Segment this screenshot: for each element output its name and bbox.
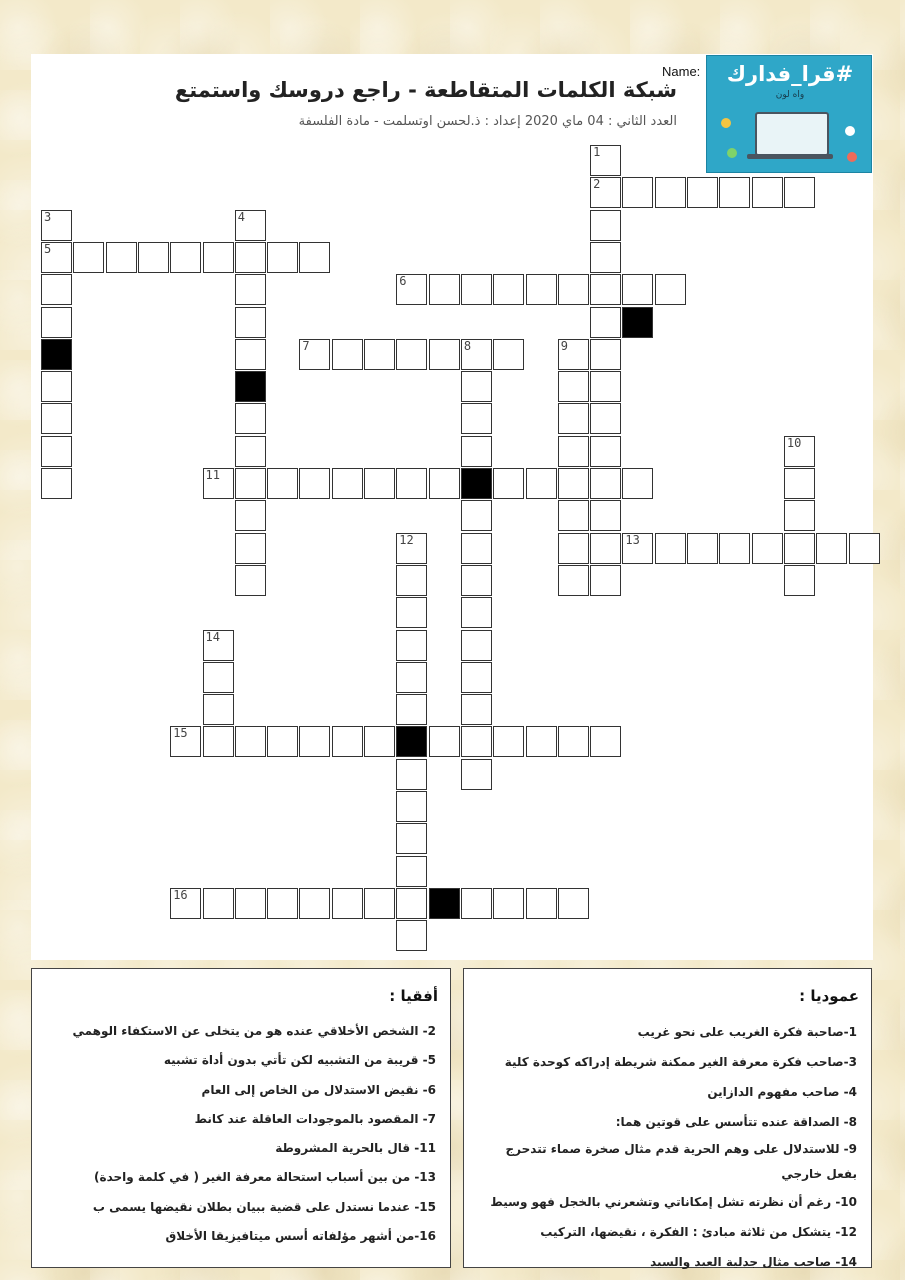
crossword-cell[interactable] [461, 694, 492, 725]
crossword-cell[interactable] [752, 177, 783, 208]
crossword-block-cell [622, 307, 653, 338]
crossword-block-cell [429, 888, 460, 919]
crossword-cell[interactable] [461, 339, 492, 370]
crossword-block-cell [41, 339, 72, 370]
name-label: Name: [662, 64, 701, 79]
crossword-cell[interactable] [655, 274, 686, 305]
crossword-cell[interactable] [558, 726, 589, 757]
crossword-cell[interactable] [526, 468, 557, 499]
crossword-cell[interactable] [558, 339, 589, 370]
crossword-cell[interactable] [461, 630, 492, 661]
crossword-cell[interactable] [396, 597, 427, 628]
crossword-cell[interactable] [41, 274, 72, 305]
clue-number: 3 [44, 209, 52, 224]
across-clue: 13- من بين أسباب استحالة معرفة الغير ( في كلمة واحدة) [94, 1170, 436, 1185]
crossword-cell[interactable] [493, 726, 524, 757]
crossword-cell[interactable] [299, 468, 330, 499]
across-clues-panel [31, 968, 451, 1268]
crossword-cell[interactable] [461, 888, 492, 919]
crossword-cell[interactable] [235, 403, 266, 434]
crossword-block-cell [461, 468, 492, 499]
crossword-cell[interactable] [461, 371, 492, 402]
crossword-cell[interactable] [73, 242, 104, 273]
crossword-cell[interactable] [267, 242, 298, 273]
crossword-cell[interactable] [396, 468, 427, 499]
crossword-cell[interactable] [655, 177, 686, 208]
crossword-cell[interactable] [784, 468, 815, 499]
clue-number: 8 [463, 338, 472, 353]
crossword-cell[interactable] [493, 468, 524, 499]
crossword-cell[interactable] [558, 500, 589, 531]
crossword-cell[interactable] [364, 726, 395, 757]
crossword-cell[interactable] [429, 274, 460, 305]
crossword-cell[interactable] [364, 468, 395, 499]
crossword-cell[interactable] [41, 307, 72, 338]
down-clue: 3-صاحب فكرة معرفة الغير ممكنة شريطة إدراكه كوحدة كلية [504, 1055, 857, 1069]
crossword-cell[interactable] [461, 759, 492, 790]
crossword-cell[interactable] [235, 307, 266, 338]
crossword-cell[interactable] [622, 533, 653, 564]
crossword-cell[interactable] [461, 403, 492, 434]
crossword-cell[interactable] [590, 274, 621, 305]
crossword-cell[interactable] [41, 210, 72, 241]
crossword-cell[interactable] [461, 662, 492, 693]
crossword-cell[interactable] [526, 274, 557, 305]
crossword-cell[interactable] [41, 468, 72, 499]
crossword-cell[interactable] [784, 436, 815, 467]
crossword-cell[interactable] [784, 177, 815, 208]
logo-hashtag: #قرا_فدارك [726, 62, 854, 86]
crossword-cell[interactable] [461, 533, 492, 564]
crossword-cell[interactable] [590, 500, 621, 531]
crossword-cell[interactable] [396, 630, 427, 661]
across-clue: 6- نقيض الاستدلال من الخاص إلى العام [201, 1082, 436, 1097]
crossword-cell[interactable] [396, 791, 427, 822]
crossword-block-cell [235, 371, 266, 402]
crossword-cell[interactable] [461, 726, 492, 757]
crossword-cell[interactable] [558, 565, 589, 596]
crossword-cell[interactable] [752, 533, 783, 564]
crossword-cell[interactable] [816, 533, 847, 564]
crossword-cell[interactable] [493, 888, 524, 919]
clue-number: 2 [593, 177, 601, 192]
crossword-cell[interactable] [396, 856, 427, 887]
crossword-cell[interactable] [235, 242, 266, 273]
down-clue: 10- رغم أن نظرته تشل إمكاناتي وتشعرني بالخجل فهو وسيط [490, 1195, 857, 1209]
crossword-cell[interactable] [590, 242, 621, 273]
crossword-cell[interactable] [332, 888, 363, 919]
down-clue: 4- صاحب مفهوم الدازاين [707, 1085, 857, 1099]
crossword-cell[interactable] [203, 888, 234, 919]
crossword-cell[interactable] [558, 533, 589, 564]
crossword-cell[interactable] [622, 177, 653, 208]
clue-number: 5 [44, 241, 52, 256]
crossword-cell[interactable] [461, 597, 492, 628]
crossword-cell[interactable] [590, 565, 621, 596]
crossword-cell[interactable] [267, 468, 298, 499]
crossword-cell[interactable] [558, 403, 589, 434]
crossword-cell[interactable] [558, 371, 589, 402]
crossword-cell[interactable] [558, 436, 589, 467]
crossword-cell[interactable] [106, 242, 137, 273]
crossword-cell[interactable] [235, 274, 266, 305]
crossword-cell[interactable] [396, 694, 427, 725]
across-clue: 11- قال بالحرية المشروطة [275, 1141, 436, 1156]
crossword-cell[interactable] [203, 662, 234, 693]
crossword-cell[interactable] [558, 274, 589, 305]
crossword-cell[interactable] [396, 920, 427, 951]
across-clues-list [42, 1017, 436, 1251]
down-clue: 14- صاحب مثال جدلية العبد والسيد [650, 1255, 857, 1269]
down-clue: 12- يتشكل من ثلاثة مبادئ : الفكرة ، نقيضها، التركيب [540, 1225, 857, 1239]
down-clue: 9- للاستدلال على وهم الحرية قدم مثال صخرة صماء تتدحرج بفعل خارجي [505, 1142, 857, 1181]
crossword-cell[interactable] [396, 533, 427, 564]
crossword-cell[interactable] [396, 274, 427, 305]
crossword-cell[interactable] [590, 468, 621, 499]
crossword-cell[interactable] [784, 565, 815, 596]
crossword-cell[interactable] [461, 274, 492, 305]
page-subtitle: العدد الثاني : 04 ماي 2020 إعداد : ذ.لحسن اوتسلمت - مادة الفلسفة [298, 114, 677, 129]
crossword-cell[interactable] [235, 533, 266, 564]
crossword-cell[interactable] [203, 468, 234, 499]
crossword-cell[interactable] [590, 371, 621, 402]
down-clues-list [474, 1017, 857, 1277]
crossword-cell[interactable] [203, 242, 234, 273]
across-heading: أفقيا : [389, 987, 438, 1005]
crossword-cell[interactable] [590, 210, 621, 241]
crossword-cell[interactable] [396, 662, 427, 693]
clue-number: 10 [786, 435, 802, 450]
crossword-cell[interactable] [41, 436, 72, 467]
crossword-cell[interactable] [849, 533, 880, 564]
clue-number: 4 [237, 209, 246, 224]
crossword-cell[interactable] [396, 339, 427, 370]
down-clue: 8- الصداقة عنده تتأسس على قوتين هما: [615, 1115, 857, 1129]
crossword-cell[interactable] [332, 468, 363, 499]
crossword-cell[interactable] [687, 177, 718, 208]
crossword-cell[interactable] [203, 726, 234, 757]
crossword-cell[interactable] [719, 177, 750, 208]
crossword-cell[interactable] [138, 242, 169, 273]
crossword-cell[interactable] [396, 888, 427, 919]
crossword-cell[interactable] [622, 468, 653, 499]
crossword-cell[interactable] [235, 468, 266, 499]
crossword-cell[interactable] [655, 533, 686, 564]
crossword-cell[interactable] [590, 726, 621, 757]
crossword-cell[interactable] [396, 565, 427, 596]
across-clue: 15- عندما نستدل على قضية ببيان بطلان نقيضها يسمى ب [92, 1199, 436, 1214]
across-clue: 5- قريبة من التشبيه لكن تأتي بدون أداة تشبيه [163, 1053, 436, 1068]
clue-number: 7 [302, 338, 310, 353]
clue-number: 9 [560, 338, 569, 353]
crossword-cell[interactable] [170, 726, 201, 757]
crossword-cell[interactable] [461, 565, 492, 596]
clue-number: 11 [205, 468, 220, 482]
crossword-cell[interactable] [41, 242, 72, 273]
crossword-cell[interactable] [299, 339, 330, 370]
crossword-cell[interactable] [299, 726, 330, 757]
crossword-cell[interactable] [526, 888, 557, 919]
clue-number: 12 [399, 532, 414, 547]
crossword-cell[interactable] [590, 339, 621, 370]
crossword-cell[interactable] [461, 436, 492, 467]
crossword-cell[interactable] [558, 888, 589, 919]
down-clues-panel [463, 968, 872, 1268]
clue-number: 14 [205, 629, 220, 644]
crossword-cell[interactable] [203, 630, 234, 661]
clue-number: 6 [399, 274, 407, 289]
crossword-cell[interactable] [170, 242, 201, 273]
crossword-cell[interactable] [364, 339, 395, 370]
page-title: شبكة الكلمات المتقاطعة - راجع دروسك واستمتع [174, 78, 677, 102]
clue-number: 16 [173, 887, 188, 902]
crossword-cell[interactable] [590, 533, 621, 564]
crossword-cell[interactable] [299, 888, 330, 919]
crossword-cell[interactable] [558, 468, 589, 499]
crossword-cell[interactable] [170, 888, 201, 919]
crossword-cell[interactable] [235, 888, 266, 919]
crossword-cell[interactable] [235, 565, 266, 596]
crossword-cell[interactable] [590, 403, 621, 434]
clue-number: 15 [173, 726, 188, 741]
crossword-cell[interactable] [590, 177, 621, 208]
crossword-cell[interactable] [429, 339, 460, 370]
crossword-cell[interactable] [461, 500, 492, 531]
crossword-cell[interactable] [235, 339, 266, 370]
crossword-cell[interactable] [332, 339, 363, 370]
crossword-cell[interactable] [429, 726, 460, 757]
crossword-cell[interactable] [41, 371, 72, 402]
clue-number: 13 [625, 532, 640, 547]
crossword-cell[interactable] [719, 533, 750, 564]
logo-tagline: واه لون [775, 90, 805, 100]
crossword-cell[interactable] [526, 726, 557, 757]
crossword-cell[interactable] [590, 145, 621, 176]
crossword-cell[interactable] [332, 726, 363, 757]
crossword-cell[interactable] [429, 468, 460, 499]
crossword-cell[interactable] [396, 823, 427, 854]
crossword-cell[interactable] [493, 339, 524, 370]
crossword-cell[interactable] [235, 436, 266, 467]
down-clue: 1-صاحبة فكرة الغريب على نحو غريب [637, 1025, 857, 1039]
crossword-cell[interactable] [364, 888, 395, 919]
crossword-cell[interactable] [235, 500, 266, 531]
crossword-cell[interactable] [235, 210, 266, 241]
crossword-cell[interactable] [41, 403, 72, 434]
crossword-cell[interactable] [203, 694, 234, 725]
crossword-cell[interactable] [267, 726, 298, 757]
crossword-cell[interactable] [784, 533, 815, 564]
down-heading: عموديا : [799, 987, 859, 1005]
clue-number: 1 [593, 145, 601, 159]
across-clue: 7- المقصود بالموجودات العاقلة عند كانط [194, 1111, 436, 1126]
crossword-cell[interactable] [299, 242, 330, 273]
crossword-cell[interactable] [622, 274, 653, 305]
crossword-cell[interactable] [687, 533, 718, 564]
crossword-cell[interactable] [396, 759, 427, 790]
crossword-cell[interactable] [235, 726, 266, 757]
crossword-cell[interactable] [590, 436, 621, 467]
across-clue: 2- الشخص الأخلاقي عنده هو من يتخلى عن الاستكفاء الوهمي [72, 1024, 436, 1038]
across-clue: 16-من أشهر مؤلفاته أسس ميتافيزيقا الأخلاق [165, 1229, 436, 1244]
crossword-cell[interactable] [267, 888, 298, 919]
crossword-cell[interactable] [493, 274, 524, 305]
crossword-cell[interactable] [784, 500, 815, 531]
crossword-block-cell [396, 726, 427, 757]
crossword-cell[interactable] [590, 307, 621, 338]
